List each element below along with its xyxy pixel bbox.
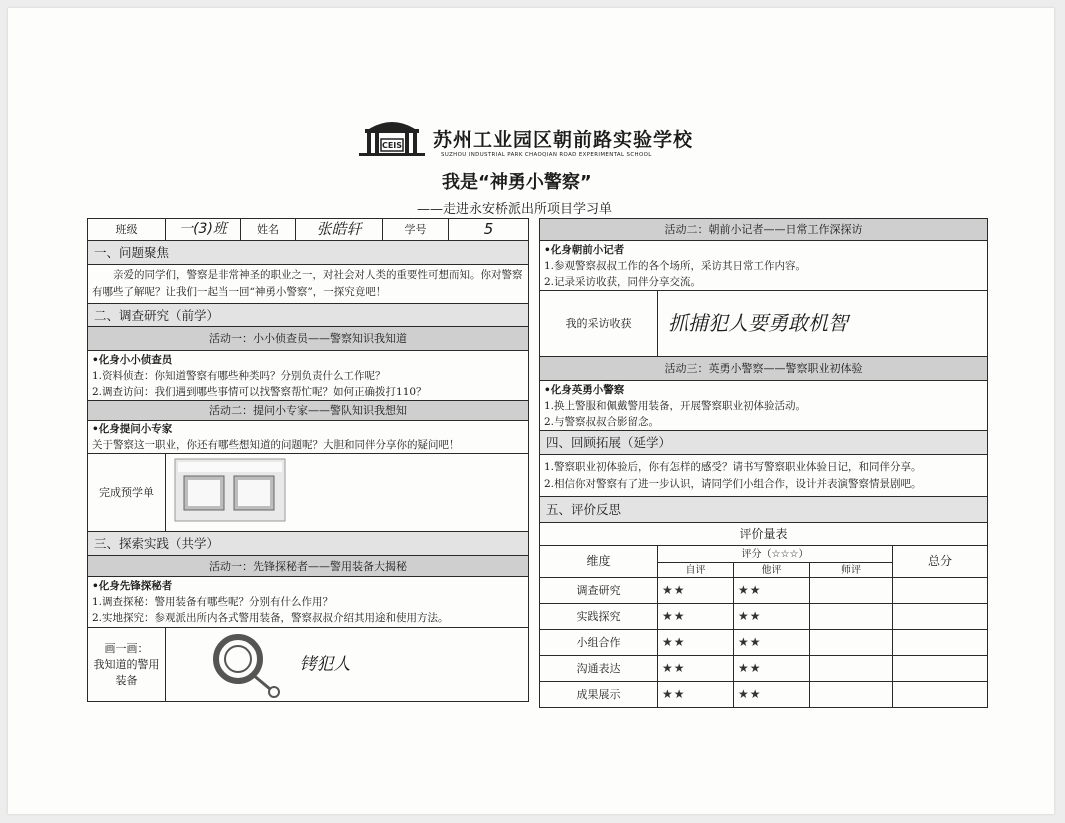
activity-4-title: 活动二：朝前小记者——日常工作深探访: [540, 219, 988, 241]
eval-row: [540, 656, 988, 682]
eval-row: [540, 682, 988, 708]
activity-5-title: 活动三：英勇小警察——警察职业初体验: [540, 357, 988, 381]
eval-dim: 沟通表达: [540, 656, 658, 682]
eval-teacher-score[interactable]: [810, 682, 893, 708]
draw-label-2: 我知道的警用装备: [93, 657, 160, 687]
activity-2-text: 关于警察这一职业，你还有哪些想知道的问题呢？大胆和同伴分享你的疑问吧！: [92, 439, 460, 451]
number-label: 学号: [383, 219, 449, 241]
drawing-caption: 铐犯人: [299, 654, 351, 674]
activity-5-item-1: 1.换上警服和佩戴警用装备，开展警察职业初体验活动。: [544, 399, 807, 412]
eval-total-header: 总分: [893, 546, 988, 578]
activity-1-item-2: 2.调查访问：我们遇到哪些事情可以找警察帮忙呢？如何正确拨打110？: [92, 385, 427, 398]
section-1-title: 一、问题聚焦: [88, 241, 529, 265]
eval-peer-score[interactable]: ★★: [734, 682, 810, 708]
eval-self-score[interactable]: ★★: [658, 578, 734, 604]
eval-dim-header: 维度: [540, 546, 658, 578]
eval-teacher-score[interactable]: [810, 578, 893, 604]
eval-teacher-score[interactable]: [810, 604, 893, 630]
eval-dim: 小组合作: [540, 630, 658, 656]
section-4-item-1: 1.警察职业初体验后，你有怎样的感受？请书写警察职业体验日记，和同伴分享。: [544, 460, 922, 473]
page-subtitle: ——走进永安桥派出所项目学习单: [417, 202, 613, 217]
activity-3-item-1: 1.调查探秘：警用装备有哪些呢？分别有什么作用？: [92, 596, 334, 608]
activity-1-title: 活动一：小小侦查员——警察知识我知道: [88, 327, 529, 351]
eval-total-score[interactable]: [893, 682, 988, 708]
right-worksheet-table: [539, 218, 988, 708]
eval-self-header: 自评: [658, 563, 734, 578]
class-value[interactable]: 一(3)班: [166, 219, 241, 241]
eval-teacher-score[interactable]: [810, 656, 893, 682]
activity-5-bullet: •化身英勇小警察: [544, 383, 625, 396]
eval-teacher-score[interactable]: [810, 630, 893, 656]
eval-total-score[interactable]: [893, 604, 988, 630]
school-logo-icon: [357, 115, 427, 157]
name-label: 姓名: [241, 219, 296, 241]
left-worksheet-table: [87, 218, 529, 702]
section-4-item-2: 2.相信你对警察有了进一步认识，请同学们小组合作，设计并表演警察情景剧吧。: [544, 477, 922, 490]
logo-text: CEIS: [381, 141, 403, 150]
activity-3-title: 活动一：先锋探秘者——警用装备大揭秘: [88, 556, 529, 577]
activity-3-item-2: 2.实地探究：参观派出所内各式警用装备，警察叔叔介绍其用途和使用方法。: [92, 612, 449, 624]
eval-self-score[interactable]: ★★: [658, 682, 734, 708]
preview-sheet-thumbnail-icon: [174, 458, 286, 522]
activity-1-bullet: •化身小小侦查员: [92, 353, 173, 366]
eval-teacher-header: 师评: [810, 563, 893, 578]
eval-peer-score[interactable]: ★★: [734, 656, 810, 682]
eval-row: [540, 578, 988, 604]
activity-3-bullet: •化身先锋探秘者: [92, 580, 173, 592]
interview-gain-value[interactable]: 抓捕犯人要勇敢机智: [658, 291, 988, 357]
eval-row: [540, 604, 988, 630]
eval-total-score[interactable]: [893, 578, 988, 604]
section-5-title: 五、评价反思: [540, 497, 988, 523]
eval-peer-score[interactable]: ★★: [734, 604, 810, 630]
section-1-text: 亲爱的同学们，警察是非常神圣的职业之一，对社会对人类的重要性可想而知。你对警察有哪些了解呢？让我们一起当一回“神勇小警察”，一探究竟吧！: [88, 265, 529, 304]
handcuffs-drawing-icon: [206, 629, 296, 701]
eval-table-title: 评价量表: [540, 523, 988, 546]
activity-4-item-2: 2.记录采访收获，同伴分享交流。: [544, 275, 702, 288]
school-name-english: SUZHOU INDUSTRIAL PARK CHAOQIAN ROAD EXPERIMENTAL SCHOOL: [441, 152, 652, 158]
eval-self-score[interactable]: ★★: [658, 604, 734, 630]
activity-5-item-2: 2.与警察叔叔合影留念。: [544, 415, 660, 428]
name-value[interactable]: 张皓轩: [296, 219, 383, 241]
activity-2-title: 活动二：提问小专家——警队知识我想知: [88, 401, 529, 421]
class-label: 班级: [88, 219, 166, 241]
number-value[interactable]: 5: [449, 219, 529, 241]
eval-dim: 调查研究: [540, 578, 658, 604]
eval-total-score[interactable]: [893, 656, 988, 682]
eval-total-score[interactable]: [893, 630, 988, 656]
school-name: 苏州工业园区朝前路实验学校: [433, 129, 694, 151]
eval-dim: 实践探究: [540, 604, 658, 630]
section-2-title: 二、调查研究（前学）: [88, 304, 529, 327]
eval-peer-score[interactable]: ★★: [734, 630, 810, 656]
interview-gain-label: 我的采访收获: [540, 291, 658, 357]
preview-done-label: 完成预学单: [88, 454, 166, 532]
activity-1-item-1: 1.资料侦查：你知道警察有哪些种类吗？分别负责什么工作呢？: [92, 369, 386, 382]
page-title: 我是“神勇小警察”: [442, 172, 592, 193]
eval-row: [540, 630, 988, 656]
eval-score-header: 评分（☆☆☆）: [658, 546, 893, 563]
section-3-title: 三、探索实践（共学）: [88, 532, 529, 556]
activity-2-bullet: •化身提问小专家: [92, 423, 173, 435]
section-4-title: 四、回顾拓展（延学）: [540, 431, 988, 455]
student-info-row: [88, 219, 529, 241]
worksheet-page: [8, 8, 1054, 814]
draw-label-1: 画一画：: [104, 641, 149, 655]
activity-4-bullet: •化身朝前小记者: [544, 243, 625, 256]
eval-dim: 成果展示: [540, 682, 658, 708]
activity-4-item-1: 1.参观警察叔叔工作的各个场所，采访其日常工作内容。: [544, 259, 807, 272]
eval-peer-score[interactable]: ★★: [734, 578, 810, 604]
eval-peer-header: 他评: [734, 563, 810, 578]
eval-self-score[interactable]: ★★: [658, 630, 734, 656]
eval-self-score[interactable]: ★★: [658, 656, 734, 682]
